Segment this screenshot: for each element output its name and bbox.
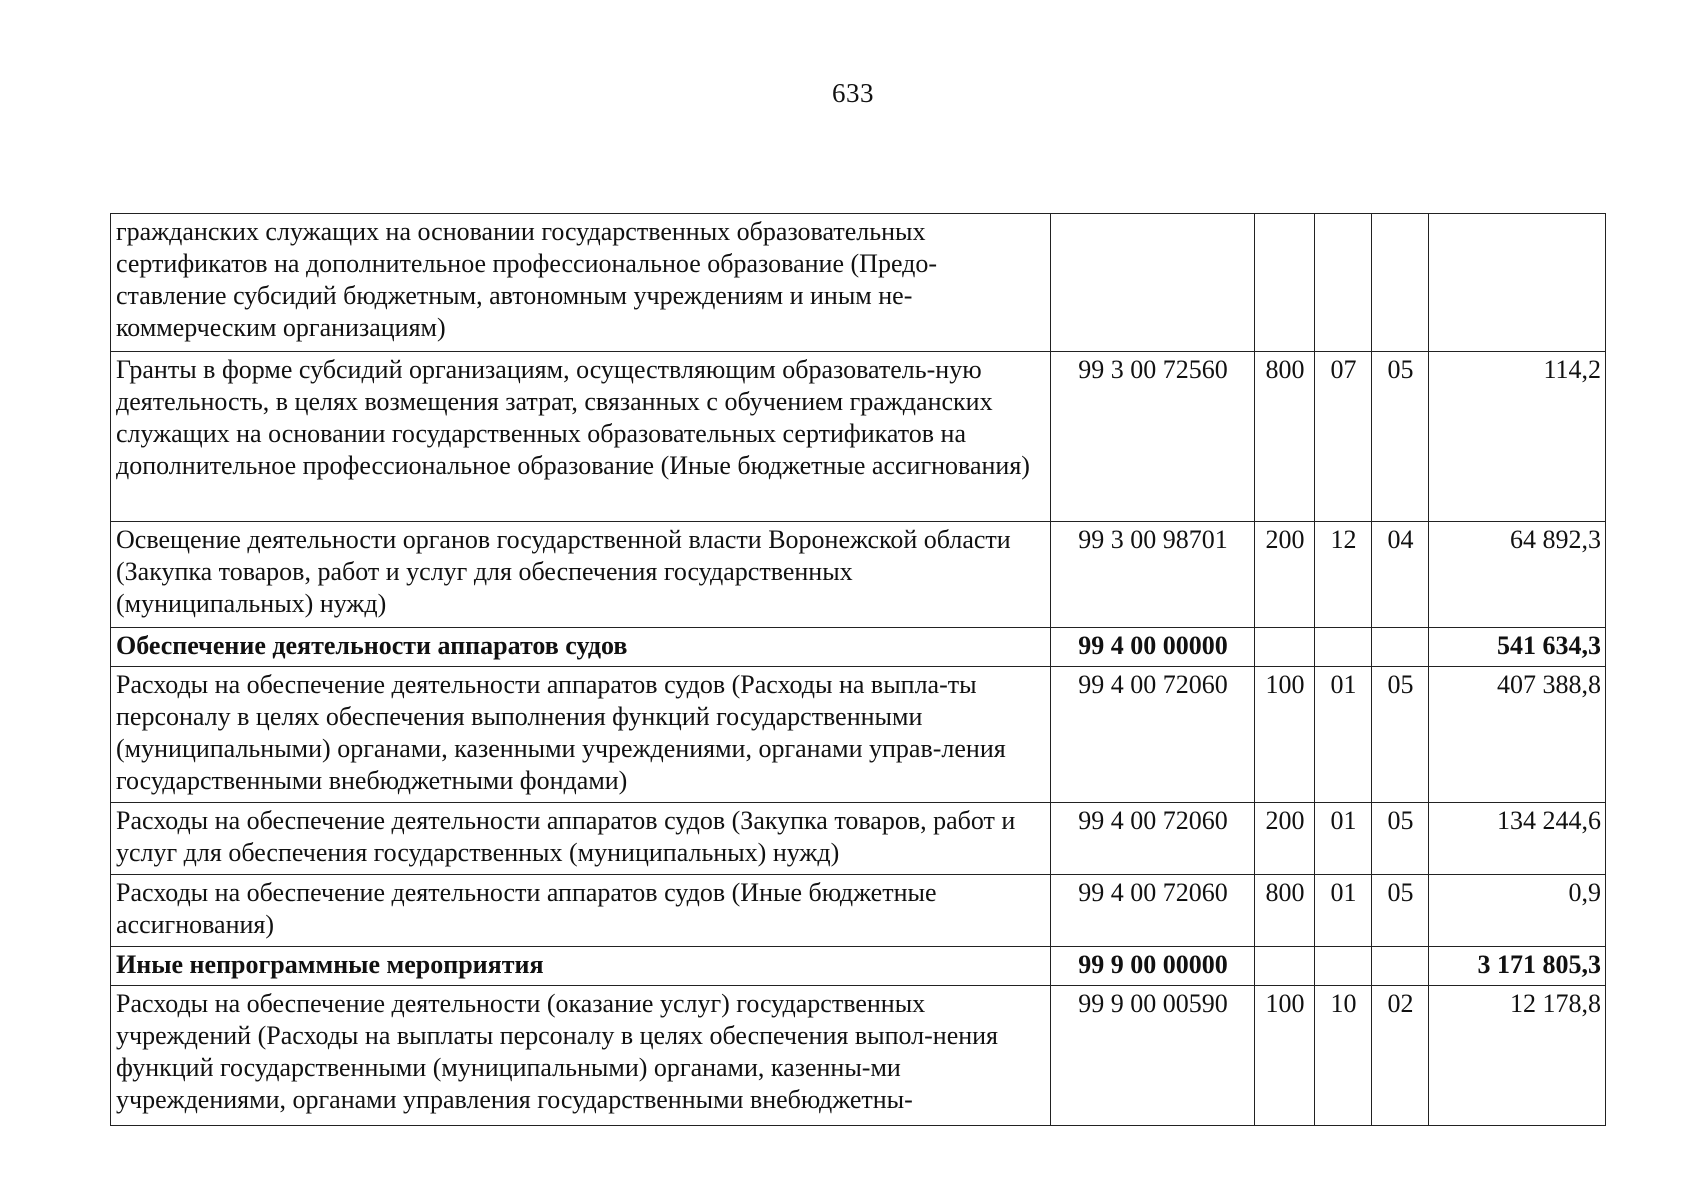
row-target-code: 99 4 00 72060 [1051,875,1255,947]
row-expense-type [1255,947,1315,986]
row-amount: 541 634,3 [1429,628,1606,667]
table-row [111,214,1606,352]
row-description: Расходы на обеспечение деятельности аппаратов судов (Закупка товаров, работ и услуг для обеспечения государственных (муниципальных) нужд) [111,803,1051,875]
page-number: 633 [832,78,874,108]
row-expense-type: 100 [1255,986,1315,1126]
row-subsection: 05 [1372,352,1429,522]
row-description: Расходы на обеспечение деятельности (оказание услуг) государственных учреждений (Расходы на выплаты персоналу в целях обеспечения выпол-нения функций государственными (муниципальными) органами, казенны-ми учреждениями, органами управления государственными внебюджетны- [111,986,1051,1126]
row-section: 01 [1315,803,1372,875]
row-section: 12 [1315,522,1372,628]
row-subsection [1372,628,1429,667]
table-row [111,667,1606,803]
row-section [1315,214,1372,352]
row-amount: 12 178,8 [1429,986,1606,1126]
row-expense-type [1255,214,1315,352]
row-target-code: 99 4 00 00000 [1051,628,1255,667]
row-amount: 134 244,6 [1429,803,1606,875]
budget-table [110,213,1606,1126]
row-target-code: 99 4 00 72060 [1051,667,1255,803]
row-subsection: 05 [1372,667,1429,803]
row-target-code: 99 4 00 72060 [1051,803,1255,875]
row-subsection [1372,214,1429,352]
row-expense-type: 800 [1255,352,1315,522]
row-section: 01 [1315,875,1372,947]
row-amount: 0,9 [1429,875,1606,947]
row-subsection: 05 [1372,875,1429,947]
table-row [111,875,1606,947]
row-target-code: 99 9 00 00000 [1051,947,1255,986]
row-section [1315,947,1372,986]
table-row [111,628,1606,667]
row-expense-type: 800 [1255,875,1315,947]
row-target-code: 99 3 00 98701 [1051,522,1255,628]
row-expense-type: 100 [1255,667,1315,803]
row-description: гражданских служащих на основании государственных образовательных сертификатов на дополнительное профессиональное образование (Предо-ставление субсидий бюджетным, автономным учреждениям и иным не-коммерческим организациям) [111,214,1051,352]
row-subsection [1372,947,1429,986]
row-target-code: 99 3 00 72560 [1051,352,1255,522]
table-row [111,947,1606,986]
row-subsection: 04 [1372,522,1429,628]
table-row [111,522,1606,628]
row-section: 07 [1315,352,1372,522]
row-section [1315,628,1372,667]
row-description: Расходы на обеспечение деятельности аппаратов судов (Расходы на выпла-ты персоналу в целях обеспечения выполнения функций государственными (муниципальными) органами, казенными учреждениями, органами управ-ления государственными внебюджетными фондами) [111,667,1051,803]
row-amount: 114,2 [1429,352,1606,522]
row-description: Освещение деятельности органов государственной власти Воронежской области (Закупка товаров, работ и услуг для обеспечения государственных (муниципальных) нужд) [111,522,1051,628]
table-row [111,803,1606,875]
row-expense-type [1255,628,1315,667]
row-amount [1429,214,1606,352]
row-target-code [1051,214,1255,352]
row-amount: 3 171 805,3 [1429,947,1606,986]
row-expense-type: 200 [1255,522,1315,628]
row-subsection: 02 [1372,986,1429,1126]
table-row [111,986,1606,1126]
row-description: Гранты в форме субсидий организациям, осуществляющим образователь-ную деятельность, в целях возмещения затрат, связанных с обучением гражданских служащих на основании государственных образовательных сертификатов на дополнительное профессиональное образование (Иные бюджетные ассигнования) [111,352,1051,522]
row-section: 10 [1315,986,1372,1126]
row-subsection: 05 [1372,803,1429,875]
row-section: 01 [1315,667,1372,803]
table-row [111,352,1606,522]
row-amount: 64 892,3 [1429,522,1606,628]
row-description: Иные непрограммные мероприятия [111,947,1051,986]
row-description: Расходы на обеспечение деятельности аппаратов судов (Иные бюджетные ассигнования) [111,875,1051,947]
row-target-code: 99 9 00 00590 [1051,986,1255,1126]
row-description: Обеспечение деятельности аппаратов судов [111,628,1051,667]
row-amount: 407 388,8 [1429,667,1606,803]
row-expense-type: 200 [1255,803,1315,875]
